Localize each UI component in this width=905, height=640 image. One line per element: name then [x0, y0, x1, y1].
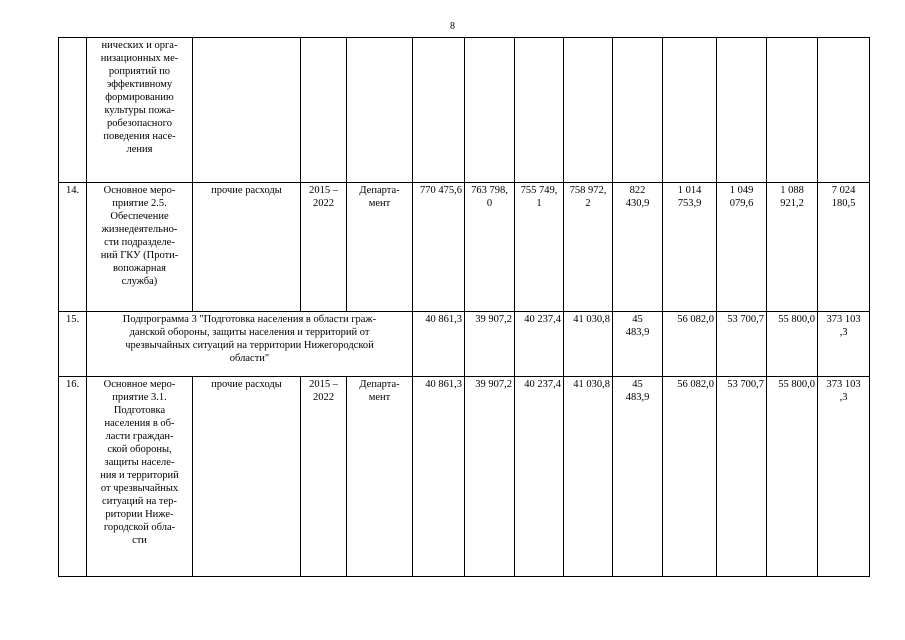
value-text: 39 907,2 — [475, 314, 512, 325]
value-2016 — [465, 183, 515, 312]
value-text: 1 014 753,9 — [677, 185, 702, 209]
value-2017 — [515, 38, 564, 183]
executor — [347, 183, 413, 312]
value-2020 — [663, 38, 717, 183]
value-text: 39 907,2 — [475, 379, 512, 390]
executor — [347, 38, 413, 183]
value-text: 41 030,8 — [573, 379, 610, 390]
value-total — [818, 377, 870, 577]
expense-kind: прочие расходы — [193, 183, 301, 312]
value-text: 770 475,6 — [420, 185, 462, 196]
table-row-continuation — [59, 38, 870, 183]
expense-kind: прочие расходы — [193, 377, 301, 577]
executor — [347, 377, 413, 577]
value-2018 — [564, 377, 613, 577]
value-2018 — [564, 38, 613, 183]
value-text: 763 798, 0 — [471, 185, 508, 209]
value-2022 — [767, 377, 818, 577]
executor-text: Департа- мент — [359, 379, 400, 403]
value-text: 45 483,9 — [625, 379, 650, 403]
row-number: 14. — [59, 183, 87, 312]
value-text: 53 700,7 — [727, 379, 764, 390]
value-text: 56 082,0 — [677, 314, 714, 325]
value-total — [818, 312, 870, 377]
value-2017 — [515, 312, 564, 377]
value-text: 755 749, 1 — [520, 185, 558, 209]
value-2019 — [613, 312, 663, 377]
executor-text: Департа- мент — [359, 185, 400, 209]
subprogram-title — [87, 312, 413, 377]
value-2015 — [413, 312, 465, 377]
measure-name — [87, 377, 193, 577]
value-2022 — [767, 183, 818, 312]
period — [301, 38, 347, 183]
value-2021 — [717, 38, 767, 183]
row-number: 15. — [59, 312, 87, 377]
value-text: 53 700,7 — [727, 314, 764, 325]
table-row-16 — [59, 377, 870, 577]
value-2018 — [564, 312, 613, 377]
value-2022 — [767, 38, 818, 183]
value-total — [818, 183, 870, 312]
table-row-14 — [59, 183, 870, 312]
value-text: 40 237,4 — [524, 379, 561, 390]
page-number: 8 — [450, 21, 455, 32]
value-text: 55 800,0 — [778, 314, 815, 325]
value-text: 7 024 180,5 — [831, 185, 856, 209]
value-2016 — [465, 312, 515, 377]
value-2016 — [465, 38, 515, 183]
period-text: 2015 – 2022 — [309, 379, 338, 403]
measure-name-text: Основное меро- приятие 2.5. Обеспечение жизнедеятельно- сти подразделе- ний ГКУ (Проти- вопожарная служба) — [100, 185, 179, 287]
value-text: 41 030,8 — [573, 314, 610, 325]
value-2019 — [613, 38, 663, 183]
value-total — [818, 38, 870, 183]
subprogram-title-text: Подпрограмма 3 "Подготовка населения в области граж- данской обороны, защиты населения и территорий от чрезвычайных ситуаций на территории Нижегородской области" — [122, 314, 377, 364]
value-text: 373 103 ,3 — [826, 314, 861, 338]
value-text: 40 237,4 — [524, 314, 561, 325]
value-text: 1 049 079,6 — [729, 185, 754, 209]
value-2020 — [663, 183, 717, 312]
value-2021 — [717, 312, 767, 377]
value-text: 758 972, 2 — [569, 185, 607, 209]
value-2020 — [663, 312, 717, 377]
value-text: 40 861,3 — [425, 314, 462, 325]
value-2015 — [413, 377, 465, 577]
measure-name — [87, 183, 193, 312]
value-2017 — [515, 377, 564, 577]
value-2021 — [717, 183, 767, 312]
value-text: 822 430,9 — [625, 185, 650, 209]
value-text: 45 483,9 — [625, 314, 650, 338]
budget-table — [58, 37, 870, 577]
measure-name-text: нических и орга- низационных ме- роприятий по эффективному формированию культуры пожа- робезопасного поведения насе- ления — [100, 40, 179, 155]
value-2016 — [465, 377, 515, 577]
period — [301, 377, 347, 577]
value-2021 — [717, 377, 767, 577]
value-2019 — [613, 183, 663, 312]
row-number — [59, 38, 87, 183]
row-number: 16. — [59, 377, 87, 577]
value-2019 — [613, 377, 663, 577]
measure-name — [87, 38, 193, 183]
period — [301, 183, 347, 312]
value-text: 55 800,0 — [778, 379, 815, 390]
value-text: 56 082,0 — [677, 379, 714, 390]
value-2018 — [564, 183, 613, 312]
expense-kind — [193, 38, 301, 183]
period-text: 2015 – 2022 — [309, 185, 338, 209]
value-text: 373 103 ,3 — [826, 379, 861, 403]
value-text: 40 861,3 — [425, 379, 462, 390]
value-text: 1 088 921,2 — [780, 185, 804, 209]
value-2015 — [413, 183, 465, 312]
value-2020 — [663, 377, 717, 577]
value-2022 — [767, 312, 818, 377]
table-row-15 — [59, 312, 870, 377]
value-2017 — [515, 183, 564, 312]
measure-name-text: Основное меро- приятие 3.1. Подготовка населения в об- ласти граждан- ской обороны, защиты населе- ния и территорий от чрезвычайных ситуаций на тер- ритории Ниже- городской обла- сти — [100, 379, 179, 546]
value-2015 — [413, 38, 465, 183]
